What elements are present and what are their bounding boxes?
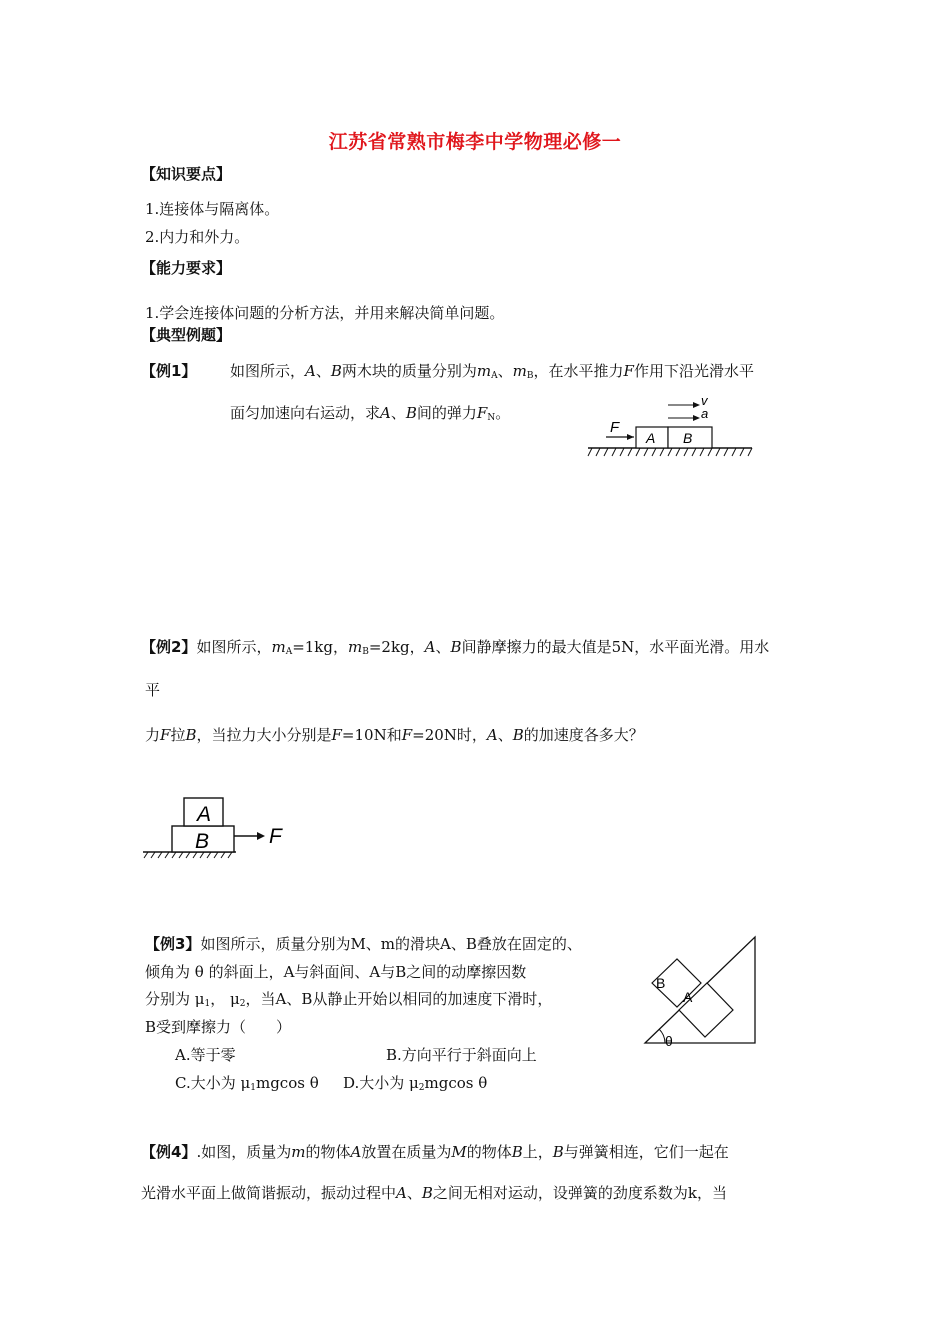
example-3-line-1: 【例3】如图所示，质量分别为M、m的滑块A、B叠放在固定的、 [145, 935, 582, 953]
ground-hatching [144, 852, 232, 858]
example-2-line-3: 力F拉B，当拉力大小分别是F=10N和F=20N时，A、B的加速度各多大？ [145, 726, 644, 744]
knowledge-item-2: 2.内力和外力。 [145, 228, 250, 246]
example-4-line-2: 光滑水平面上做简谐振动，振动过程中A、B之间无相对运动，设弹簧的劲度系数为k，当 [141, 1184, 727, 1202]
example-2-line-2: 平 [145, 681, 161, 699]
pull-arrow-head [257, 832, 265, 840]
block-a-label: A [197, 803, 212, 826]
option-c: C.大小为 $\mu_1mgcos$ θ [175, 1074, 319, 1093]
block-a-label: A [683, 989, 693, 1005]
ability-item-1: 1.学会连接体问题的分析方法，并用来解决简单问题。 [145, 304, 505, 322]
ground-hatching [588, 448, 752, 456]
example-3-line-3: 分别为 $\mu_1$， $\mu_2$，当A、B从静止开始以相同的加速度下滑时， [145, 990, 553, 1009]
knowledge-item-1: 1.连接体与隔离体。 [145, 200, 280, 218]
theta-label: θ [665, 1033, 673, 1049]
example-1-line-1: 如图所示，A、B两木块的质量分别为$m_A$、$m_B$，在水平推力F作用下沿光滑水平 [230, 362, 754, 381]
section-knowledge-heading: 【知识要点】 [141, 165, 232, 183]
acceleration-label: a [701, 406, 709, 421]
velocity-arrow-head [693, 402, 700, 408]
example-3-line-4: B受到摩擦力（ ） [145, 1018, 292, 1036]
section-examples-heading: 【典型例题】 [141, 326, 232, 344]
page-title: 江苏省常熟市梅李中学物理必修一 [328, 131, 622, 153]
block-b-label: B [656, 975, 666, 991]
example-2-line-1: 【例2】如图所示，$m_A=1kg$，$m_B=2kg$，A、B间静摩擦力的最大值是5N，水平面光滑。用水 [141, 638, 770, 657]
example-2-figure [143, 793, 303, 863]
example-1-label: 【例1】 [141, 362, 197, 380]
section-ability-heading: 【能力要求】 [141, 259, 232, 277]
example-3-figure [643, 935, 763, 1050]
example-1-figure [588, 392, 758, 462]
example-3-line-2: 倾角为 θ 的斜面上，A与斜面间、A与B之间的动摩擦因数 [145, 963, 527, 981]
option-d: D.大小为 $\mu_2mgcos$ θ [343, 1074, 488, 1093]
acceleration-arrow-head [693, 415, 700, 421]
option-b: B.方向平行于斜面向上 [386, 1046, 537, 1064]
block-a-label: A [646, 430, 656, 446]
example-1-line-2: 面匀加速向右运动，求A、B间的弹力$F_N$。 [230, 404, 511, 423]
block-b-label: B [195, 830, 210, 853]
option-a: A.等于零 [175, 1046, 236, 1064]
example-4-line-1: 【例4】.如图，质量为m的物体A放置在质量为M的物体B上，B与弹簧相连，它们一起在 [141, 1143, 729, 1161]
force-arrow-head [627, 434, 634, 440]
pull-force-label: F [269, 825, 282, 848]
velocity-label: v [701, 393, 708, 408]
force-label: F [610, 419, 620, 436]
block-b-label: B [683, 430, 693, 446]
